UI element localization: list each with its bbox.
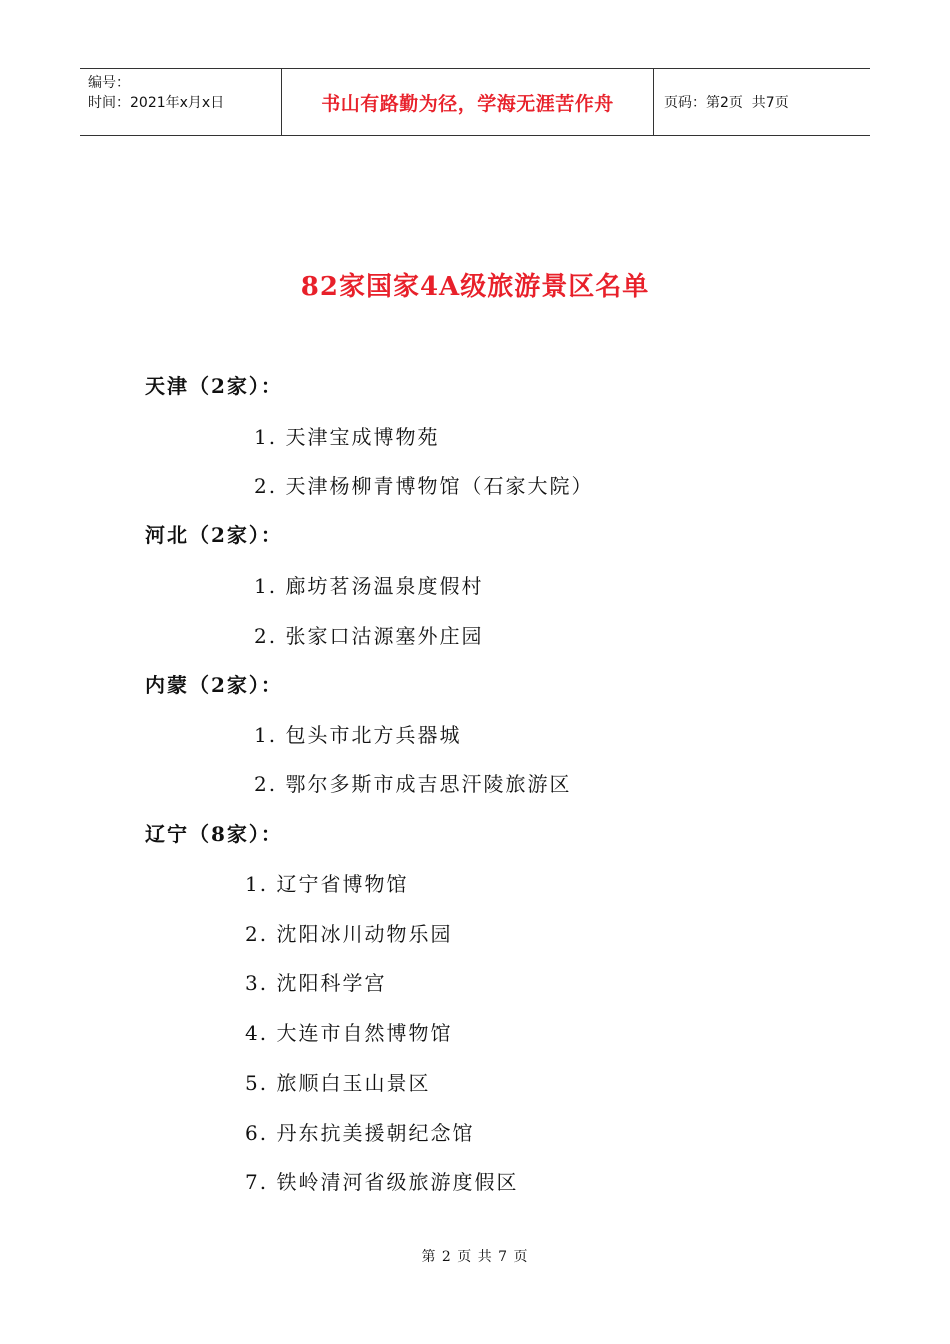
header-meta (80, 69, 282, 135)
list-item: 2. 天津杨柳青博物馆（石家大院） (254, 474, 594, 498)
section-heading-liaoning: 辽宁（8家）： (145, 822, 283, 846)
page-code-text: 页码：第2页 共7页 (664, 95, 789, 111)
list-item: 2. 鄂尔多斯市成吉思汗陵旅游区 (254, 772, 572, 796)
list-item: 6. 丹东抗美援朝纪念馆 (245, 1121, 475, 1145)
list-item: 4. 大连市自然博物馆 (245, 1021, 453, 1045)
page-header (80, 68, 870, 136)
list-item: 1. 包头市北方兵器城 (254, 723, 462, 747)
section-heading-hebei: 河北（2家）： (145, 523, 283, 547)
list-item: 3. 沈阳科学宫 (245, 971, 387, 995)
header-page-code (654, 69, 870, 135)
time-label: 时间：2021年x月x日 (88, 95, 225, 111)
list-item: 5. 旅顺白玉山景区 (245, 1071, 431, 1095)
list-item: 2. 沈阳冰川动物乐园 (245, 922, 453, 946)
list-item: 1. 廊坊茗汤温泉度假村 (254, 574, 484, 598)
page-footer: 第 2 页 共 7 页 (421, 1249, 529, 1265)
header-motto: 书山有路勤为径，学海无涯苦作舟 (282, 69, 654, 135)
number-label: 编号： (88, 75, 130, 91)
list-item: 2. 张家口沽源塞外庄园 (254, 624, 484, 648)
list-item: 7. 铁岭清河省级旅游度假区 (245, 1170, 519, 1194)
list-item: 1. 辽宁省博物馆 (245, 872, 409, 896)
section-heading-neimeng: 内蒙（2家）： (145, 673, 283, 697)
document-title: 82家国家4A级旅游景区名单 (300, 272, 650, 302)
list-item: 1. 天津宝成博物苑 (254, 425, 440, 449)
section-heading-tianjin: 天津（2家）： (145, 374, 283, 398)
